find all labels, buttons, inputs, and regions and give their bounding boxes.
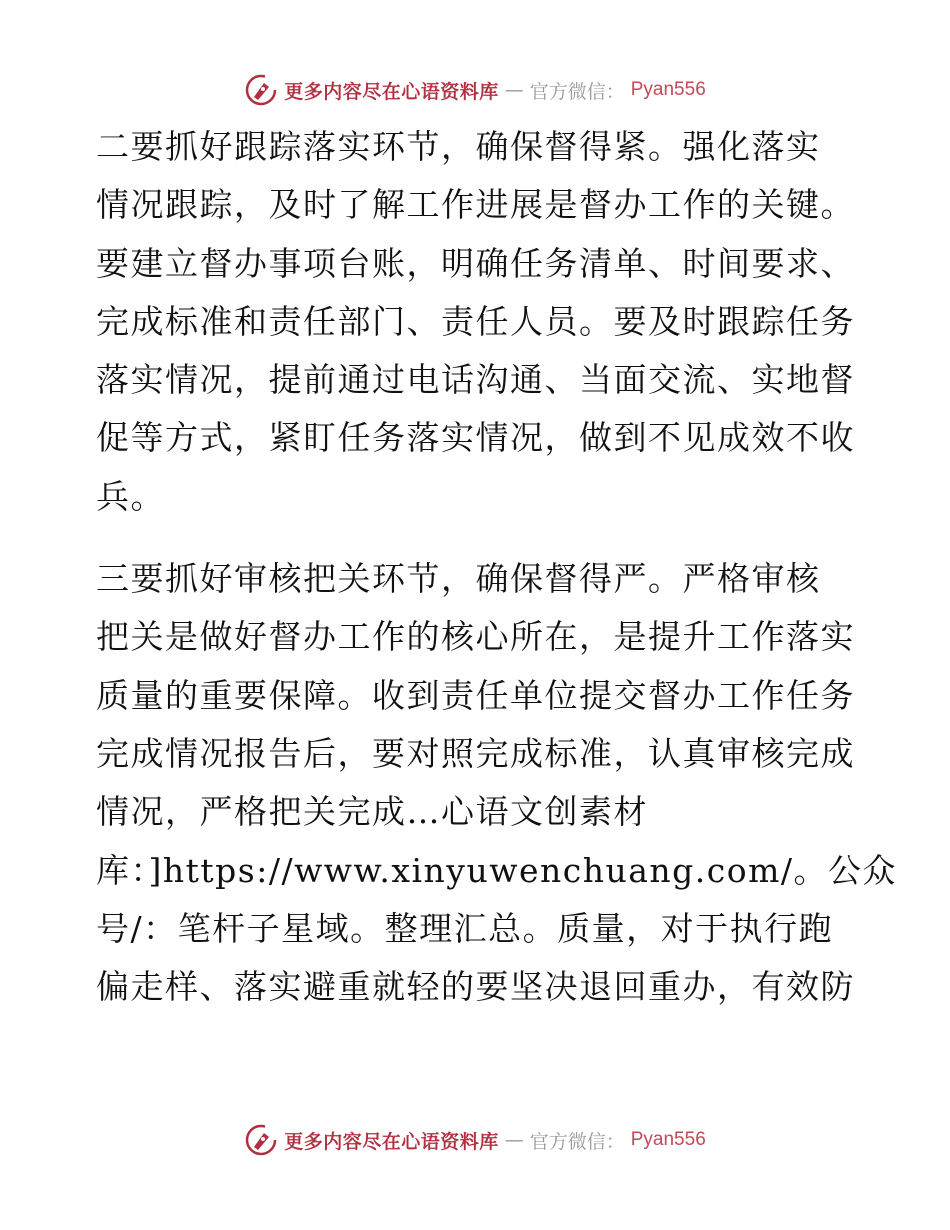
paragraph-2 bbox=[96, 550, 898, 1016]
pen-nib-logo-icon bbox=[244, 1123, 278, 1157]
text-line: 兵。 bbox=[96, 476, 165, 516]
text-line: 促等方式，紧盯任务落实情况，做到不见成效不收 bbox=[96, 418, 855, 458]
banner-contact-id: Pyan556 bbox=[630, 1129, 706, 1150]
text-line: 二要抓好跟踪落实环节，确保督得紧。强化落实 bbox=[96, 127, 821, 166]
document-body bbox=[96, 118, 898, 1016]
text-line: 把关是做好督办工作的核心所在，是提升工作落实 bbox=[96, 617, 855, 657]
banner-dash: — bbox=[504, 1129, 524, 1151]
text-line: 完成标准和责任部门、责任人员。要及时跟踪任务 bbox=[96, 301, 855, 341]
banner-title: 更多内容尽在心语资料库 bbox=[284, 80, 499, 103]
banner-contact-id: Pyan556 bbox=[630, 79, 706, 100]
text-line: 三要抓好审核把关环节，确保督得严。严格审核 bbox=[96, 559, 821, 599]
text-line: 情况，严格把关完成…心语文创素材 bbox=[96, 792, 648, 832]
text-line: 情况跟踪，及时了解工作进展是督办工作的关键。 bbox=[96, 185, 855, 225]
footer-banner bbox=[0, 1120, 950, 1160]
text-line: 偏走样、落实避重就轻的要坚决退回重办，有效防 bbox=[96, 967, 855, 1007]
paragraph-gap bbox=[96, 526, 856, 550]
header-banner bbox=[0, 70, 950, 110]
text-line: 完成情况报告后，要对照完成标准，认真审核完成 bbox=[96, 733, 855, 773]
banner-contact-label: 官方微信： bbox=[529, 1130, 625, 1153]
text-line: 库：]https://www.xinyuwenchuang.com/。公众 bbox=[96, 850, 898, 890]
text-line: 质量的重要保障。收到责任单位提交督办工作任务 bbox=[96, 675, 855, 715]
text-line: 号/：笔杆子星域。整理汇总。质量，对于执行跑 bbox=[96, 908, 834, 948]
pen-nib-logo-icon bbox=[244, 73, 278, 107]
banner-dash: — bbox=[504, 79, 524, 101]
banner-contact-label: 官方微信： bbox=[529, 80, 625, 103]
text-line: 要建立督办事项台账，明确任务清单、时间要求、 bbox=[96, 243, 855, 283]
text-line: 落实情况，提前通过电话沟通、当面交流、实地督 bbox=[96, 360, 855, 400]
banner-title: 更多内容尽在心语资料库 bbox=[284, 1130, 499, 1153]
paragraph-1 bbox=[96, 118, 856, 526]
